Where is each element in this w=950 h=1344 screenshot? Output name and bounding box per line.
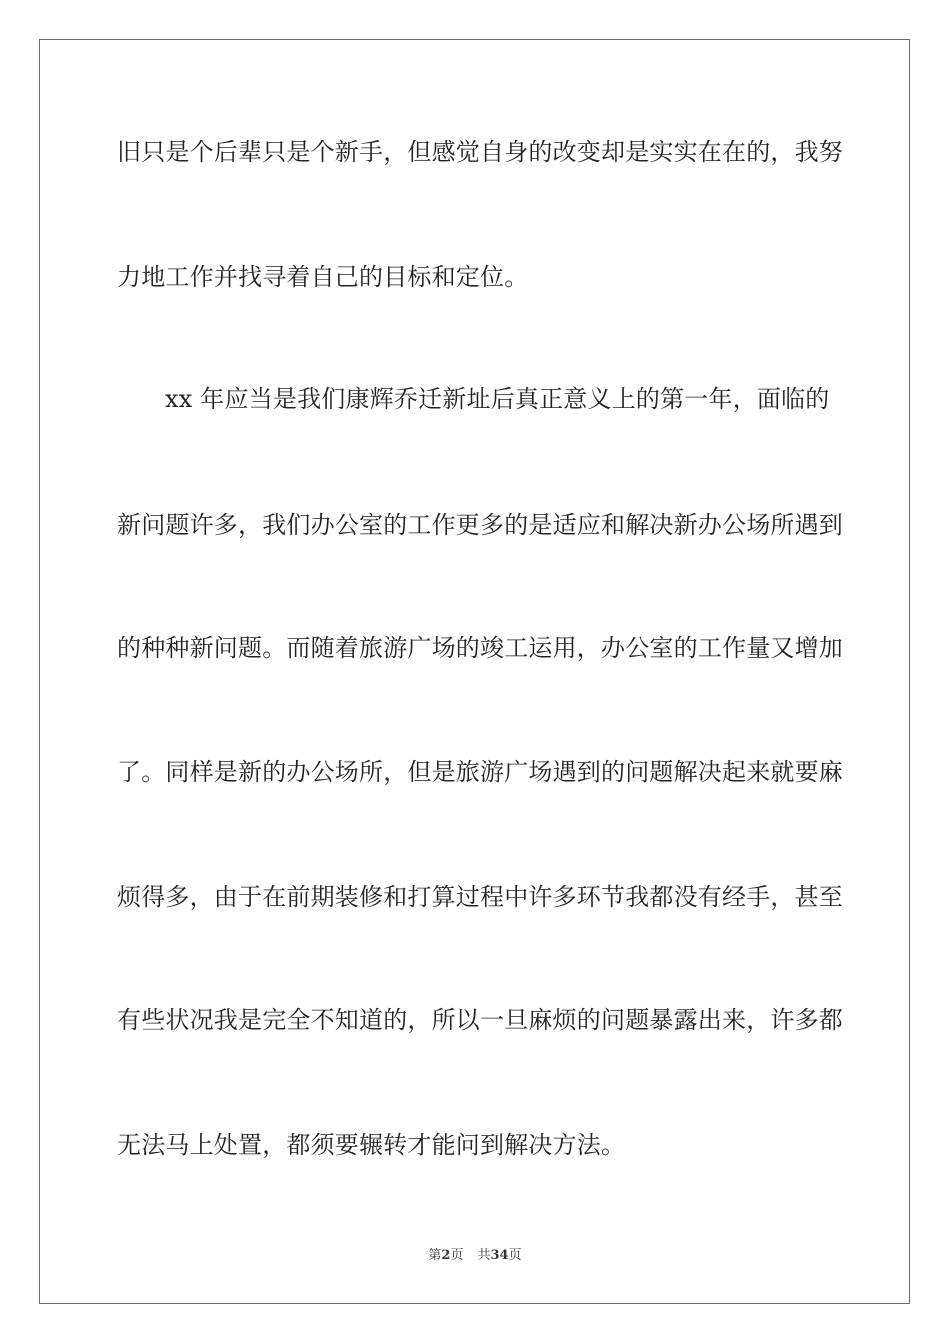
- body-text-line: 了。同样是新的办公场所，但是旅游广场遇到的问题解决起来就要麻: [117, 758, 843, 786]
- total-prefix: 共: [477, 1248, 491, 1263]
- total-pages: 34: [490, 1248, 509, 1263]
- page-footer: [0, 1247, 950, 1265]
- body-text-line: 烦得多，由于在前期装修和打算过程中许多环节我都没有经手，甚至: [117, 883, 843, 911]
- body-text-line: 新问题许多，我们办公室的工作更多的是适应和解决新办公场所遇到: [117, 511, 843, 539]
- body-text-line: 有些状况我是完全不知道的，所以一旦麻烦的问题暴露出来，许多都: [117, 1006, 843, 1034]
- body-text-line: 旧只是个后辈只是个新手，但感觉自身的改变却是实实在在的，我努: [117, 138, 843, 166]
- page-frame: [39, 39, 910, 1304]
- body-text-line: 力地工作并找寻着自己的目标和定位。: [117, 263, 529, 291]
- body-text-line: xx 年应当是我们康辉乔迁新址后真正意义上的第一年，面临的: [165, 385, 830, 413]
- page-suffix: 页: [450, 1248, 464, 1263]
- body-text-line: 的种种新问题。而随着旅游广场的竣工运用，办公室的工作量又增加: [117, 634, 843, 662]
- page-number: 2: [441, 1248, 451, 1263]
- page-prefix: 第: [428, 1248, 442, 1263]
- total-suffix: 页: [508, 1248, 522, 1263]
- body-text-line: 无法马上处置，都须要辗转才能问到解决方法。: [117, 1131, 626, 1159]
